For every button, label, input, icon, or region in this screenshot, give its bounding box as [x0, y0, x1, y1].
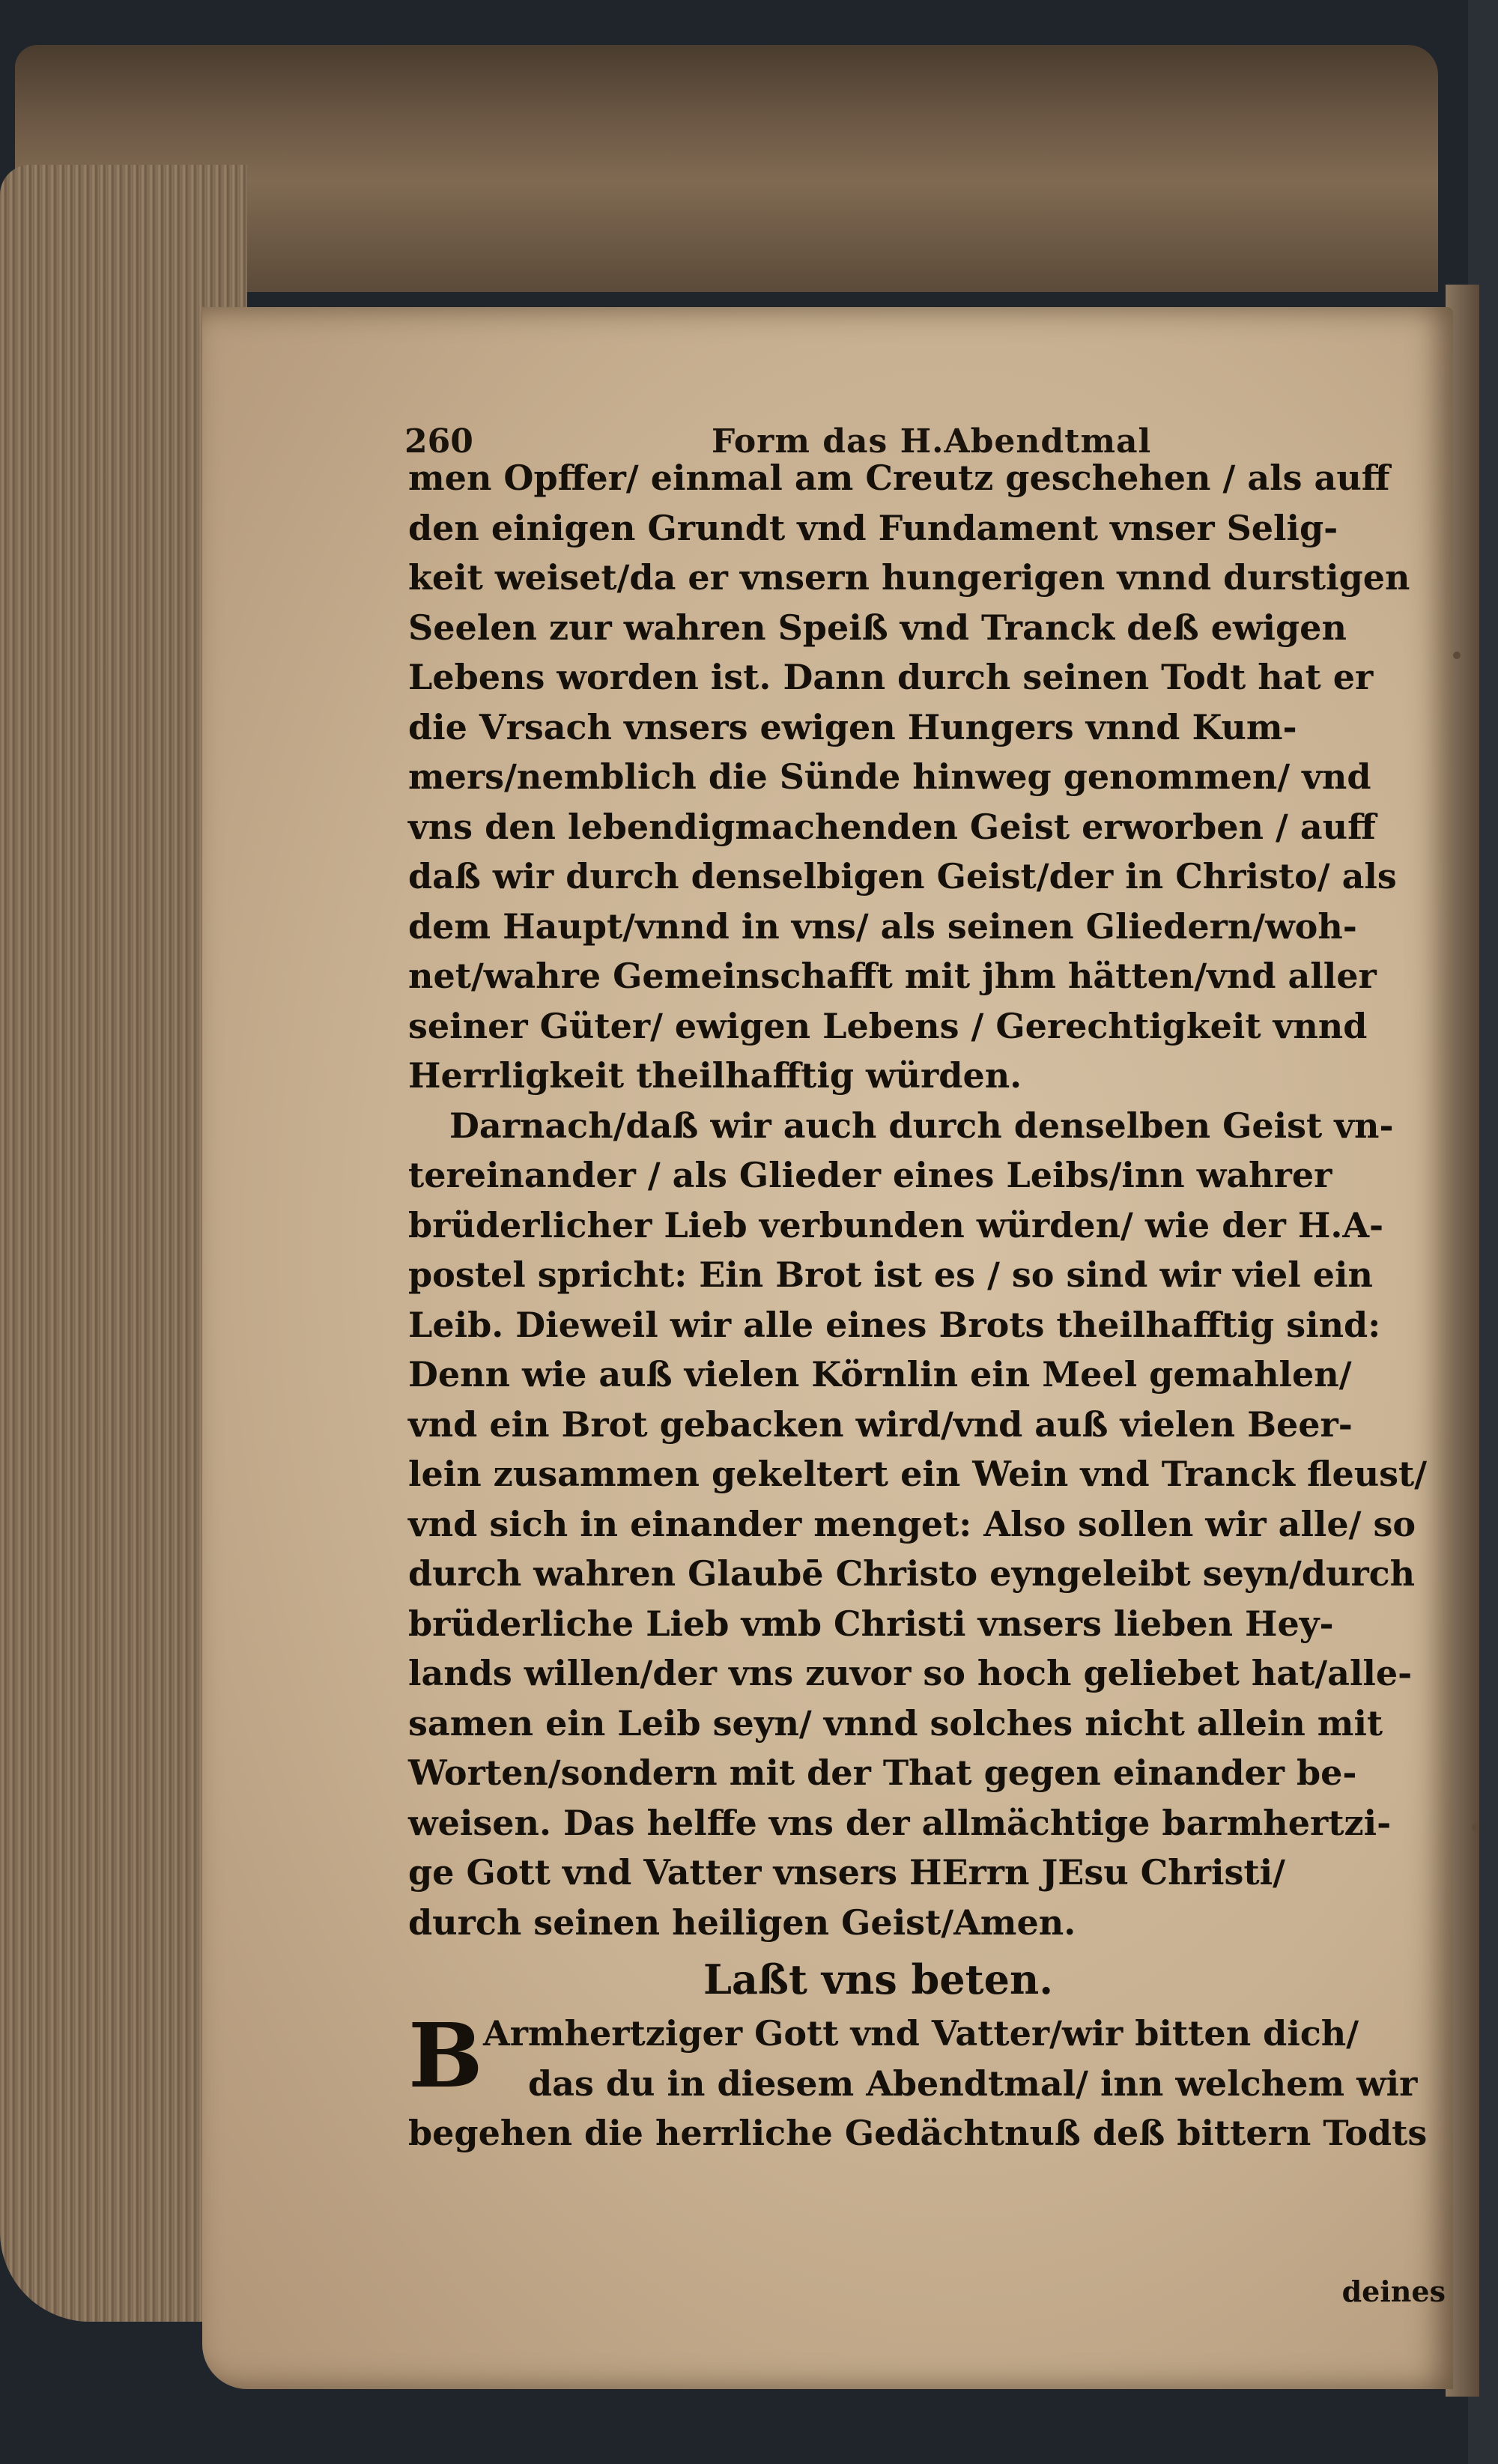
- text-line: den einigen Grundt vnd Fundament vnser Selig-: [408, 507, 1338, 548]
- text-line: Lebens worden ist. Dann durch seinen Todt hat er: [408, 657, 1374, 697]
- catchword: deines: [1341, 2275, 1446, 2308]
- page-speck: [1453, 652, 1461, 659]
- prayer-line-text: Armhertziger Gott vnd Vatter/wir bitten dich/: [483, 2013, 1359, 2054]
- text-line: durch seinen heiligen Geist/Amen.: [408, 1902, 1076, 1943]
- text-line: Denn wie auß vielen Körnlin ein Meel gemahlen/: [408, 1354, 1352, 1395]
- text-line: seiner Güter/ ewigen Lebens / Gerechtigkeit vnnd: [408, 1005, 1368, 1046]
- text-line: Leib. Dieweil wir alle eines Brots theilhafftig sind:: [408, 1304, 1381, 1345]
- text-line: lein zusammen gekeltert ein Wein vnd Tranck fleust/: [408, 1454, 1428, 1494]
- text-line: weisen. Das helffe vns der allmächtige barmhertzi-: [408, 1802, 1392, 1843]
- text-line: Herrligkeit theilhafftig würden.: [408, 1055, 1022, 1096]
- text-line: das du in diesem Abendtmal/ inn welchem wir: [528, 2063, 1418, 2104]
- text-line: keit weiset/da er vnsern hungerigen vnnd durstigen: [408, 557, 1410, 598]
- text-line: Darnach/daß wir auch durch denselben Geist vn-: [449, 1105, 1394, 1146]
- page-speck: [1472, 1824, 1479, 1831]
- text-line: men Opffer/ einmal am Creutz geschehen / als auff: [408, 458, 1390, 498]
- text-line: Worten/sondern mit der That gegen einander be-: [408, 1753, 1357, 1793]
- text-line: durch wahren Glaubē Christo eyngeleibt seyn/durch: [408, 1553, 1416, 1594]
- text-line: vns den lebendigmachenden Geist erworben / auff: [408, 806, 1376, 847]
- text-line: postel spricht: Ein Brot ist es / so sind wir viel ein: [408, 1254, 1373, 1295]
- text-line: tereinander / als Glieder eines Leibs/inn wahrer: [408, 1155, 1332, 1195]
- text-line: mers/nemblich die Sünde hinweg genommen/ vnd: [408, 756, 1371, 797]
- text-line: vnd sich in einander menget: Also sollen wir alle/ so: [408, 1503, 1416, 1544]
- text-line: daß wir durch denselbigen Geist/der in Christo/ als: [408, 856, 1397, 896]
- running-head: Form das H.Abendtmal: [712, 422, 1152, 461]
- page-number: 260: [404, 422, 473, 461]
- text-line: brüderliche Lieb vmb Christi vnsers lieben Hey-: [408, 1603, 1334, 1644]
- text-line: samen ein Leib seyn/ vnnd solches nicht allein mit: [408, 1702, 1383, 1744]
- text-line: net/wahre Gemeinschafft mit jhm hätten/vnd aller: [408, 956, 1377, 996]
- text-line: brüderlicher Lieb verbunden würden/ wie der H.A-: [408, 1204, 1384, 1245]
- text-line: lands willen/der vns zuvor so hoch geliebet hat/alle-: [408, 1653, 1413, 1693]
- text-line: begehen die herrliche Gedächtnuß deß bittern Todts: [408, 2113, 1428, 2153]
- text-line: ge Gott vnd Vatter vnsers HErrn JEsu Christi/: [408, 1852, 1285, 1893]
- drop-cap: B: [408, 2003, 483, 2108]
- section-heading: Laßt vns beten.: [703, 1955, 1054, 2003]
- text-line: die Vrsach vnsers ewigen Hungers vnnd Kum-: [408, 706, 1297, 747]
- page-text: [408, 453, 1438, 2158]
- text-line: vnd ein Brot gebacken wird/vnd auß vielen Beer-: [408, 1404, 1353, 1445]
- text-line: Seelen zur wahren Speiß vnd Tranck deß ewigen: [408, 607, 1347, 648]
- text-line: dem Haupt/vnnd in vns/ als seinen Gliedern/woh-: [408, 905, 1357, 947]
